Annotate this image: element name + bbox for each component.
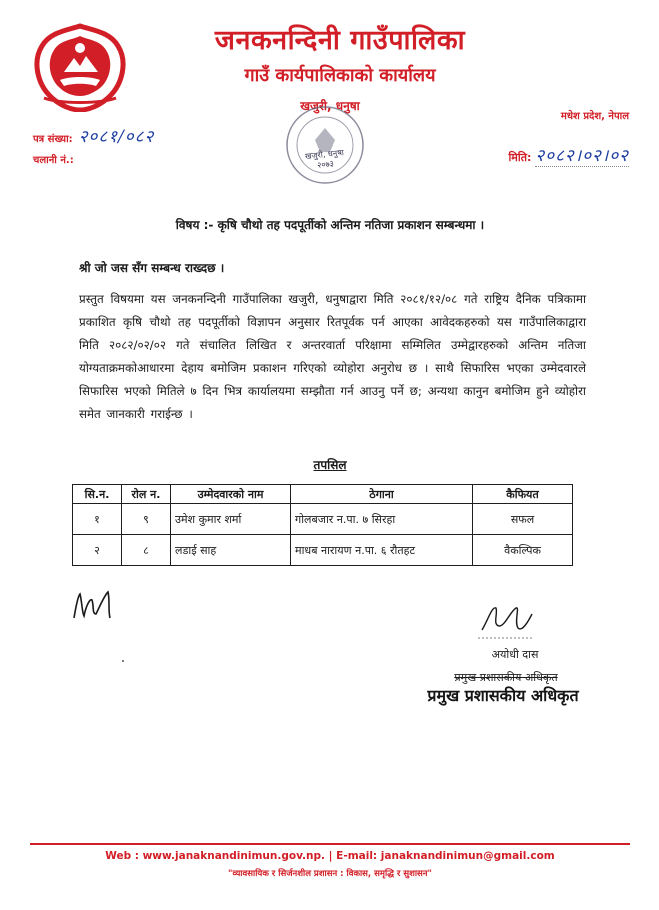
column-header: रोल न.: [122, 485, 171, 504]
result-table: [72, 484, 573, 566]
serial-cell: १: [73, 504, 122, 535]
signature-icon: [470, 600, 540, 640]
table-row: [73, 504, 573, 535]
signatory-designation: प्रमुख प्रशासकीय अधिकृत: [454, 671, 558, 684]
salutation: श्री जो जस सँग सम्बन्ध राख्दछ ।: [79, 261, 225, 275]
address-cell: माधब नारायण न.पा. ६ रौतहट: [291, 535, 473, 566]
candidate-name-cell: लडाई साह: [171, 535, 291, 566]
address-cell: गोलबजार न.पा. ७ सिरहा: [291, 504, 473, 535]
signatory-name: अयोधी दास: [491, 648, 539, 661]
footer-contact: Web : www.janaknandinimun.gov.np. | E-mail: janaknandinimun@gmail.com: [105, 850, 555, 862]
reference-number: [33, 124, 154, 147]
office-name: गाउँ कार्यपालिकाको कार्यालय: [244, 65, 436, 86]
municipality-name: जनकनन्दिनी गाउँपालिका: [214, 25, 466, 56]
letter-subject: विषय :- कृषि चौथो तह पदपूर्तीको अन्तिम नतिजा प्रकाशन सम्बन्धमा ।: [175, 218, 485, 232]
ink-dot: [122, 660, 124, 662]
column-header: कैफियत: [473, 485, 573, 504]
column-header: सि.न.: [73, 485, 122, 504]
dispatch-number: [33, 152, 74, 166]
reference-value: २०८१/०८२: [78, 127, 155, 147]
date-label: मिति:: [508, 151, 532, 164]
column-header: उम्मेदवारको नाम: [171, 485, 291, 504]
province-label: मधेश प्रदेश, नेपाल: [560, 111, 629, 122]
reference-label: पत्र संख्या:: [33, 134, 73, 145]
letter-date: [508, 143, 629, 166]
office-location: खजुरी, धनुषा: [300, 99, 360, 113]
initials-signature-icon: [70, 588, 120, 622]
remarks-cell: सफल: [473, 504, 573, 535]
date-value: २०८२।०२।०२: [535, 146, 629, 166]
table-header-row: [73, 485, 573, 504]
serial-cell: २: [73, 535, 122, 566]
seal-text: खजुरी, धनुषा २०७३: [304, 148, 345, 170]
letter-body: प्रस्तुत विषयमा यस जनकनन्दिनी गाउँपालिका खजुरी, धनुषाद्वारा मिति २०८१/१२/०८ गते राष्ट्रिय दैनिक पत्रिकामा प्रकाशित कृषि चौथो तह पदपूर्तीको विज्ञापन अनुसार रितपूर्वक पर्न आएका आवेदकहरुको यस गाउँपालिकाद्वारा मिति २०८२/०२/०२ गते संचालित लिखित र अन्तरवार्ता परिक्षामा सम्मिलित उम्मेद्वारहरुको अन्तिम नतिजा योग्यताक्रमकोआधारमा देहाय बमोजिम प्रकाशन गरिएको व्योहोरा अनुरोध छ । साथै सिफारिस भएका उम्मेदवारले सिफारिस भएको मितिले ७ दिन भित्र कार्यालयमा सम्झौता गर्न आउनु पर्ने छ; अन्यथा कानुन बमोजिम हुने व्योहोरा समेत जानकारी गराईन्छ ।: [79, 292, 586, 421]
table-row: [73, 535, 573, 566]
footer-tagline: "व्यावसायिक र सिर्जनशील प्रशासन : विकास, समृद्धि र सुशासन": [228, 869, 432, 879]
column-header: ठेगाना: [291, 485, 473, 504]
roll-cell: ८: [122, 535, 171, 566]
nepal-emblem-icon: [30, 22, 130, 112]
details-heading: तपसिल: [313, 458, 347, 472]
footer-divider: [30, 843, 630, 845]
dispatch-label: चलानी नं.:: [33, 155, 74, 166]
roll-cell: ९: [122, 504, 171, 535]
remarks-cell: वैकल्पिक: [473, 535, 573, 566]
candidate-name-cell: उमेश कुमार शर्मा: [171, 504, 291, 535]
designation-stamp: प्रमुख प्रशासकीय अधिकृत: [427, 686, 579, 705]
